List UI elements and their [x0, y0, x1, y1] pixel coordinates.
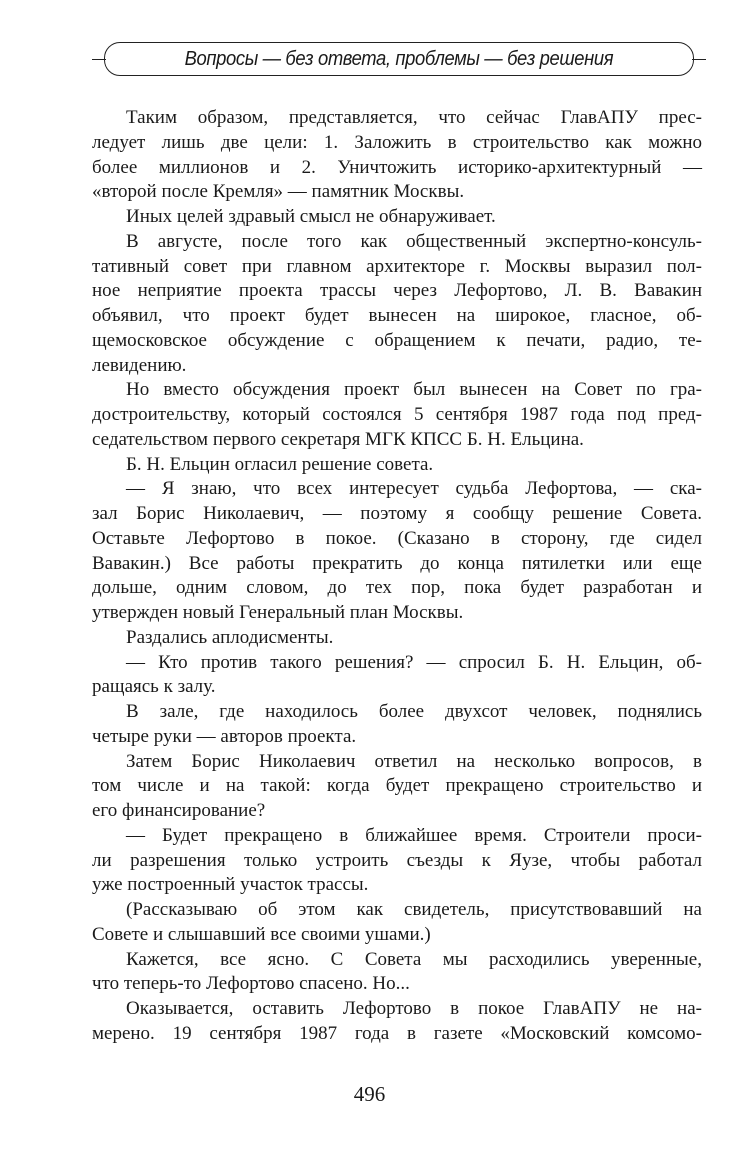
running-header	[92, 40, 702, 78]
text-line: мерено. 19 сентября 1987 года в газете «Московский комсомо-	[92, 1022, 702, 1044]
text-line: дольше, одним словом, до тех пор, пока будет разработан и	[92, 577, 702, 599]
text-line: Оказывается, оставить Лефортово в покое ГлавАПУ не на-	[126, 998, 702, 1019]
text-line: зал Борис Николаевич, — поэтому я сообщу решение Совета.	[92, 503, 702, 524]
text-line: том числе и на такой: когда будет прекращено строительство и	[92, 775, 702, 797]
text-line: Затем Борис Николаевич ответил на несколько вопросов, в	[126, 750, 702, 772]
text-line: Совете и слышавший все своими ушами.)	[92, 923, 431, 945]
text-line: что теперь-то Лефортово спасено. Но...	[92, 973, 410, 995]
text-line: «второй после Кремля» — памятник Москвы.	[92, 181, 465, 203]
text-line: — Я знаю, что всех интересует судьба Лефортова, — ска-	[126, 478, 702, 500]
page-number: 496	[353, 1082, 386, 1106]
text-line: В зале, где находилось более двухсот человек, поднялись	[126, 701, 702, 722]
text-line: седательством первого секретаря МГК КПСС Б. Н. Ельцина.	[92, 428, 584, 450]
text-line: объявил, что проект будет вынесен на широкое, гласное, об-	[92, 305, 702, 326]
text-line: щемосковское обсуждение с обращением к печати, радио, те-	[92, 329, 702, 351]
text-line: Но вместо обсуждения проект был вынесен на Совет по гра-	[126, 379, 702, 401]
text-line: (Рассказываю об этом как свидетель, присутствовавший на	[126, 899, 702, 920]
text-line: четыре руки — авторов проекта.	[92, 725, 357, 747]
text-line: достроительству, который состоялся 5 сентября 1987 года под пред-	[92, 404, 702, 425]
text-line: ращаясь к залу.	[92, 676, 216, 698]
text-line: левидению.	[92, 354, 187, 376]
text-line: утвержден новый Генеральный план Москвы.	[92, 602, 464, 623]
text-line: Раздались аплодисменты.	[126, 626, 334, 648]
body-text	[92, 106, 702, 1047]
text-line: — Кто против такого решения? — спросил Б. Н. Ельцин, об-	[126, 651, 702, 673]
text-line: В августе, после того как общественный экспертно-консуль-	[126, 230, 702, 252]
text-line: ное неприятие проекта трассы через Лефортово, Л. В. Вавакин	[92, 280, 702, 302]
text-line: более миллионов и 2. Уничтожить историко-архитектурный —	[92, 156, 702, 178]
text-line: ледует лишь две цели: 1. Заложить в строительство как можно	[92, 131, 702, 153]
text-line: ли разрешения только устроить съезды к Яузе, чтобы работал	[92, 849, 702, 871]
text-line: Кажется, все ясно. С Совета мы расходились уверенные,	[126, 948, 702, 970]
header-rule-right	[692, 59, 706, 60]
header-frame	[104, 42, 694, 76]
text-line: Б. Н. Ельцин огласил решение совета.	[126, 453, 434, 475]
text-line: — Будет прекращено в ближайшее время. Строители проси-	[126, 824, 702, 846]
text-line: Оставьте Лефортово в покое. (Сказано в сторону, где сидел	[92, 527, 702, 549]
text-line: тативный совет при главном архитекторе г. Москвы выразил пол-	[92, 255, 702, 277]
text-line: Вавакин.) Все работы прекратить до конца пятилетки или еще	[92, 552, 702, 574]
text-line: Иных целей здравый смысл не обнаруживает.	[126, 206, 496, 227]
text-line: уже построенный участок трассы.	[92, 874, 369, 896]
text-line: Таким образом, представляется, что сейчас ГлавАПУ прес-	[126, 107, 702, 128]
text-line: его финансирование?	[92, 800, 266, 821]
running-title: Вопросы — без ответа, проблемы — без решения	[184, 47, 614, 70]
